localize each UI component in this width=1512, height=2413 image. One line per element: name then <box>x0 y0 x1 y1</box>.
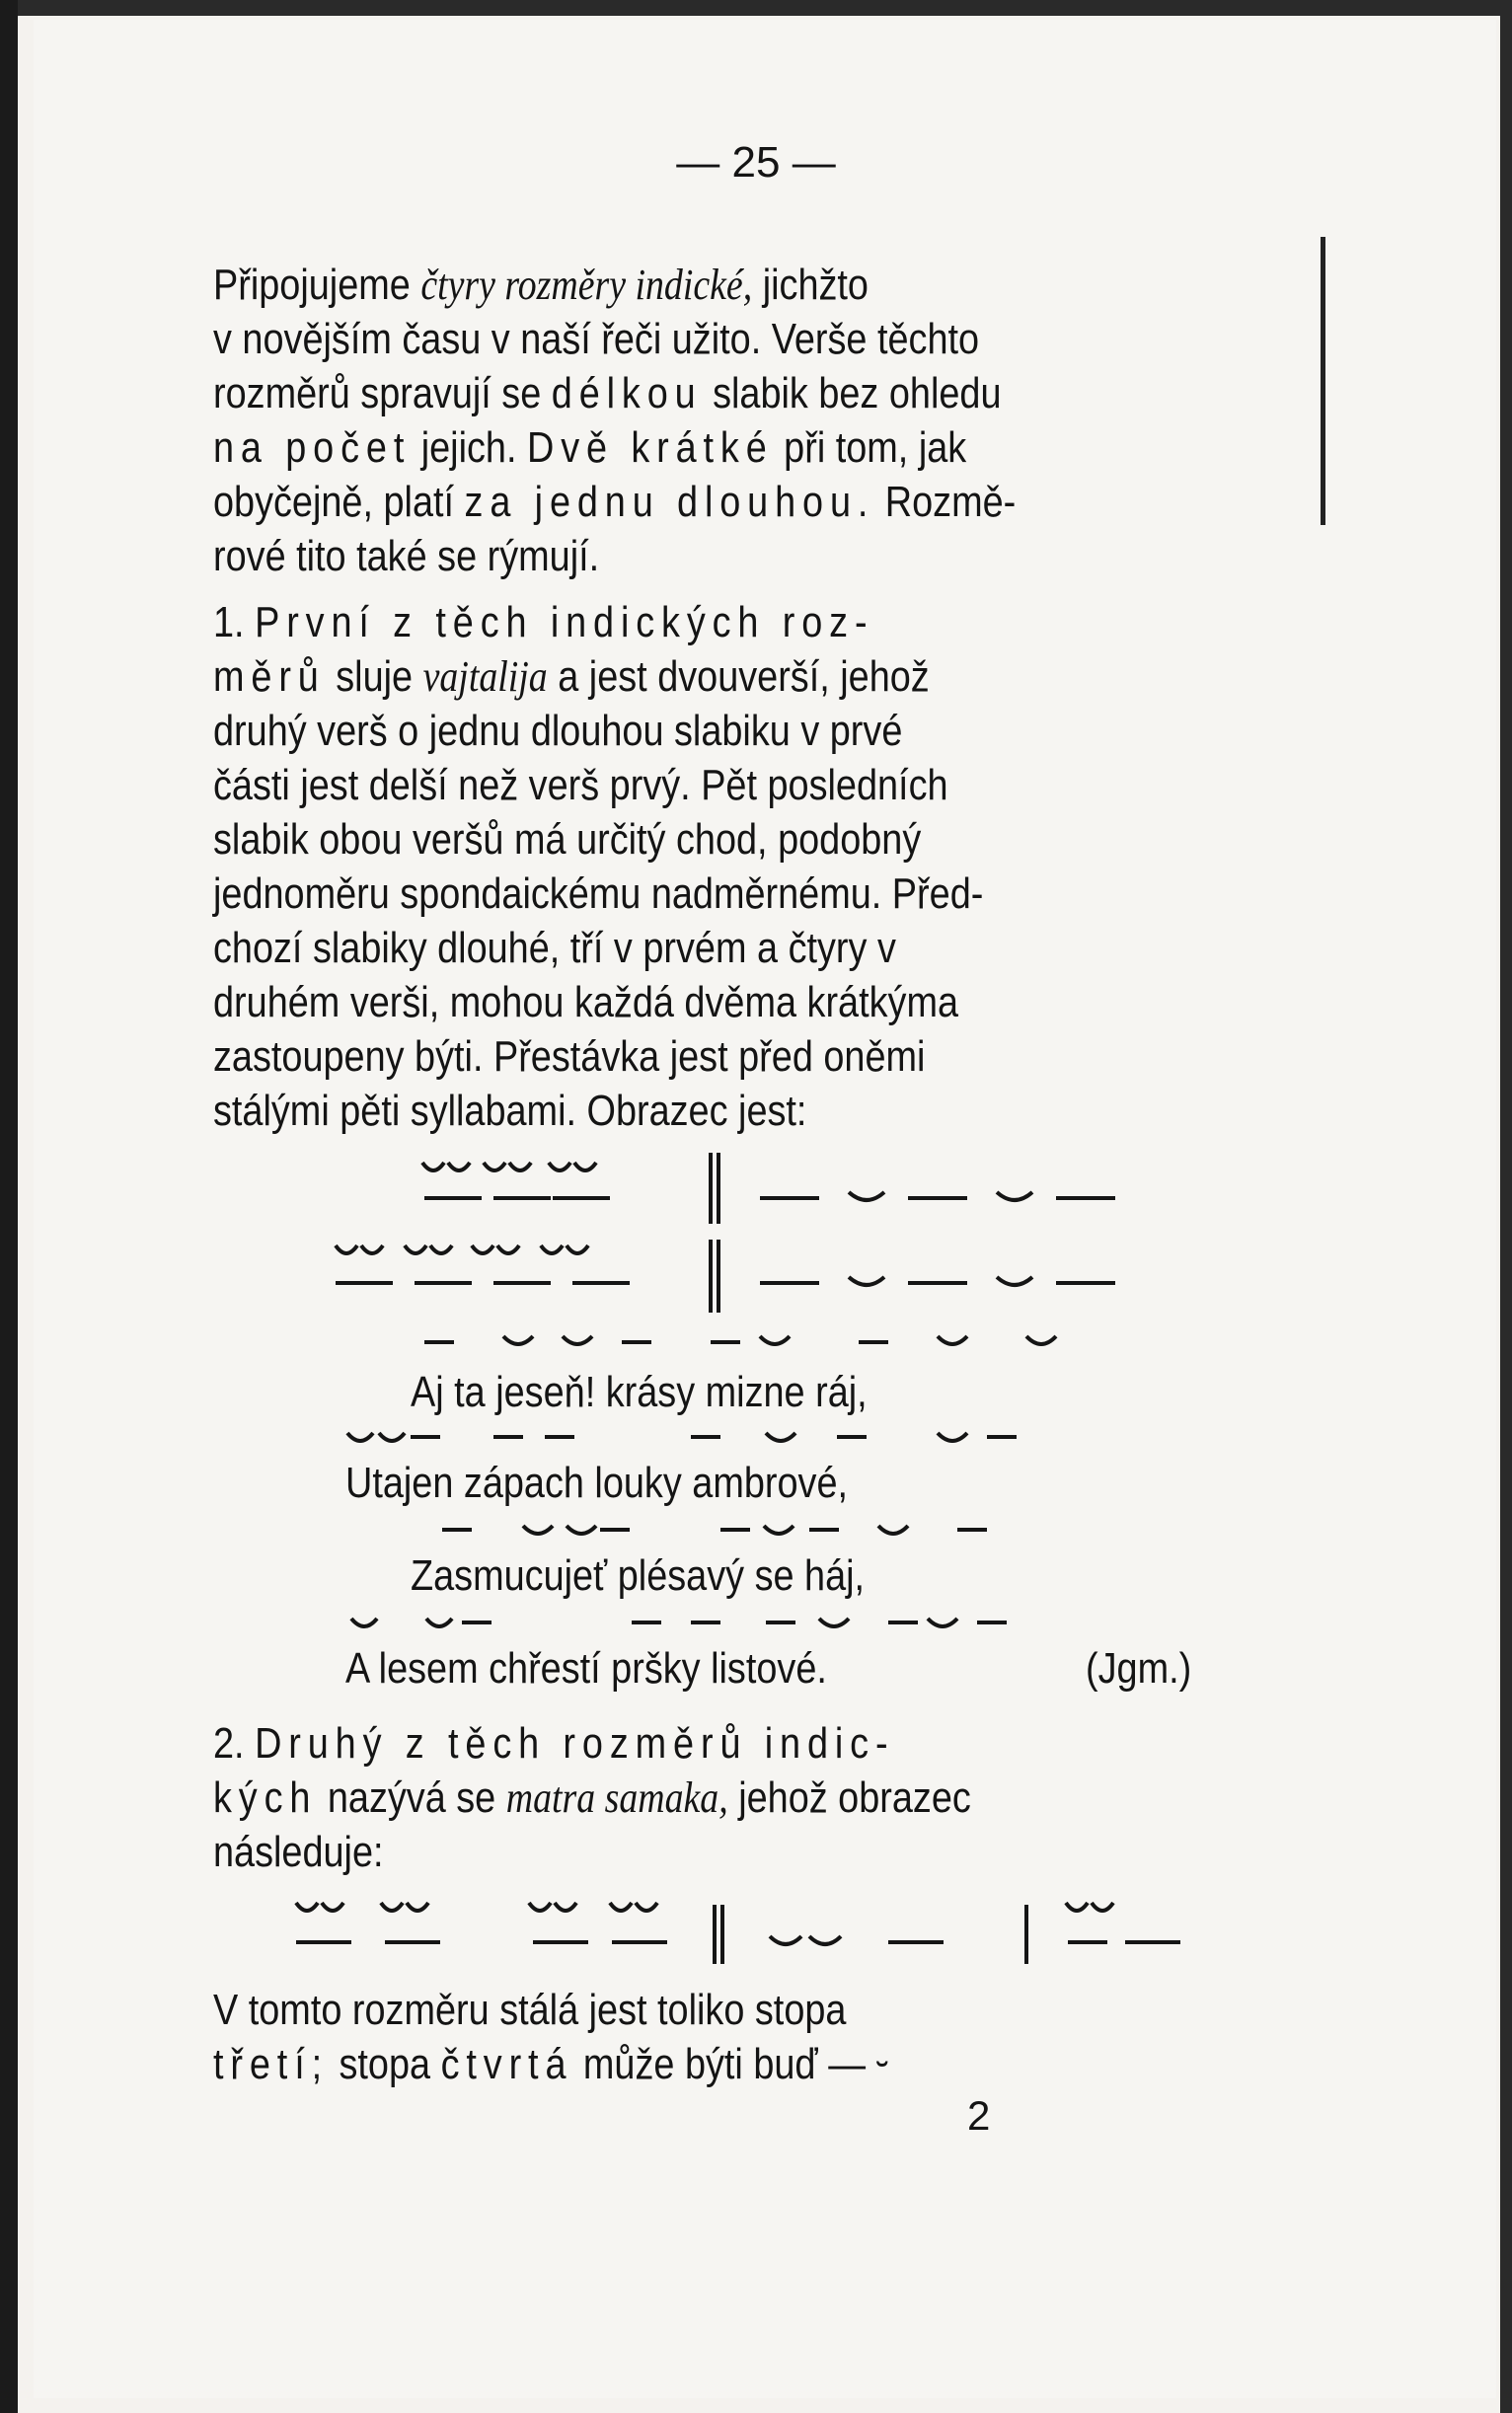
closing-line <box>213 1984 846 2037</box>
short-syllable-mark <box>764 1526 794 1534</box>
sec2-line <box>213 1826 384 1879</box>
closing-line <box>213 2038 888 2091</box>
poem-line: Utajen zápach louky ambrové, <box>345 1459 849 1507</box>
short-syllable-mark <box>567 1245 588 1253</box>
short-syllable-mark <box>938 1336 967 1344</box>
short-syllable-mark <box>347 1433 373 1441</box>
short-syllable-mark <box>405 1245 426 1253</box>
text-run: druhý verš o jednu dlouhou slabiku v prvé <box>213 707 903 755</box>
text-run: stopa <box>328 2040 441 2088</box>
short-syllable-mark <box>529 1903 551 1911</box>
short-syllable-mark <box>361 1245 383 1253</box>
short-syllable-mark <box>760 1336 790 1344</box>
text-run: Druhý z těch rozměrů indic- <box>255 1719 895 1768</box>
short-syllable-mark <box>878 1526 908 1534</box>
short-syllable-mark <box>430 1245 452 1253</box>
text-run: V tomto rozměru stálá jest toliko stopa <box>213 1986 847 2034</box>
short-syllable-mark <box>322 1903 343 1911</box>
short-syllable-mark <box>1066 1903 1088 1911</box>
text-run: 2. <box>213 1719 256 1768</box>
short-syllable-mark <box>938 1433 967 1441</box>
text-run: v novějším času v naší řeči užito. Verše těchto <box>213 315 980 363</box>
text-run: matra samaka, <box>505 1773 728 1822</box>
short-syllable-mark <box>381 1903 403 1911</box>
text-run: slabik bez ohledu <box>702 369 1002 417</box>
short-syllable-mark <box>541 1245 563 1253</box>
short-syllable-mark <box>407 1903 428 1911</box>
text-run: chozí slabiky dlouhé, tří v prvém a čtyry v <box>213 924 896 972</box>
signature-mark: 2 <box>967 2092 991 2139</box>
text-run: vajtalija <box>422 652 548 701</box>
text-run: rozměrů spravují se <box>213 369 552 417</box>
poem-source: (Jgm.) <box>1086 1644 1192 1693</box>
text-run: a jest dvouverší, jehož <box>547 652 930 701</box>
sec2-line <box>213 1717 894 1771</box>
sec2-line <box>213 1772 971 1825</box>
text-run: První z těch indických roz- <box>255 598 874 646</box>
short-syllable-mark <box>1026 1336 1056 1344</box>
short-syllable-mark <box>555 1903 576 1911</box>
short-syllable-mark <box>819 1619 849 1626</box>
short-syllable-mark <box>997 1277 1032 1285</box>
short-syllable-mark <box>523 1526 553 1534</box>
short-syllable-mark <box>422 1163 444 1170</box>
text-run: stálými pěti syllabami. Obrazec jest: <box>213 1087 807 1135</box>
text-run: obyčejně, platí <box>213 478 465 526</box>
text-run: čtyry rozměry indické, <box>420 261 753 309</box>
text-run: části jest delší než verš prvý. Pět posledních <box>213 761 948 809</box>
short-syllable-mark <box>770 1936 801 1944</box>
text-run: jejich. <box>411 423 527 472</box>
short-syllable-mark <box>636 1903 657 1911</box>
poem-line: Zasmucujeť plésavý se háj, <box>411 1551 866 1600</box>
text-run: na počet <box>213 423 412 472</box>
short-syllable-mark <box>809 1936 841 1944</box>
text-run: délkou <box>551 369 703 417</box>
text-run: měrů <box>213 652 326 701</box>
short-syllable-mark <box>509 1163 531 1170</box>
text-run: kých <box>213 1773 318 1822</box>
text-run: zastoupeny býti. Přestávka jest před oněmi <box>213 1032 926 1081</box>
short-syllable-mark <box>849 1192 884 1200</box>
text-run: Rozmě- <box>874 478 1017 526</box>
page-number: — 25 — <box>676 138 836 187</box>
short-syllable-mark <box>766 1433 795 1441</box>
short-syllable-mark <box>849 1277 884 1285</box>
text-run: slabik obou veršů má určitý chod, podobný <box>213 815 922 864</box>
short-syllable-mark <box>503 1336 533 1344</box>
short-syllable-mark <box>472 1245 493 1253</box>
short-syllable-mark <box>574 1163 596 1170</box>
poem-line: Aj ta jeseň! krásy mizne ráj, <box>411 1368 868 1416</box>
text-run: třetí; <box>213 2040 329 2088</box>
short-syllable-mark <box>351 1619 377 1626</box>
short-syllable-mark <box>997 1192 1032 1200</box>
short-syllable-mark <box>336 1245 357 1253</box>
short-syllable-mark <box>426 1619 452 1626</box>
text-run: jednoměru spondaickému nadměrnému. Před- <box>213 869 984 918</box>
short-syllable-mark <box>296 1903 318 1911</box>
short-syllable-mark <box>563 1336 592 1344</box>
text-run: následuje: <box>213 1828 384 1876</box>
short-syllable-mark <box>567 1526 596 1534</box>
text-run: nazývá se <box>317 1773 506 1822</box>
text-run: jichžto <box>752 261 869 309</box>
text-run: sluje <box>325 652 423 701</box>
short-syllable-mark <box>928 1619 957 1626</box>
poem-line: A lesem chřestí pršky listové. <box>345 1644 827 1693</box>
text-run: Dvě krátké <box>526 423 774 472</box>
short-syllable-mark <box>1092 1903 1113 1911</box>
text-run: může býti buď — ⏑ <box>572 2040 889 2088</box>
text-run: jehož obrazec <box>727 1773 971 1822</box>
short-syllable-mark <box>484 1163 505 1170</box>
text-run: druhém verši, mohou každá dvěma krátkýma <box>213 978 959 1026</box>
text-run: 1. <box>213 598 256 646</box>
text-run: rové tito také se rýmují. <box>213 532 600 580</box>
short-syllable-mark <box>497 1245 519 1253</box>
short-syllable-mark <box>610 1903 632 1911</box>
short-syllable-mark <box>448 1163 470 1170</box>
text-run: za jednu dlouhou. <box>464 478 875 526</box>
text-run: čtvrtá <box>440 2040 573 2088</box>
text-run: Připojujeme <box>213 261 421 309</box>
short-syllable-mark <box>549 1163 570 1170</box>
short-syllable-mark <box>379 1433 405 1441</box>
text-run: při tom, jak <box>773 423 967 472</box>
